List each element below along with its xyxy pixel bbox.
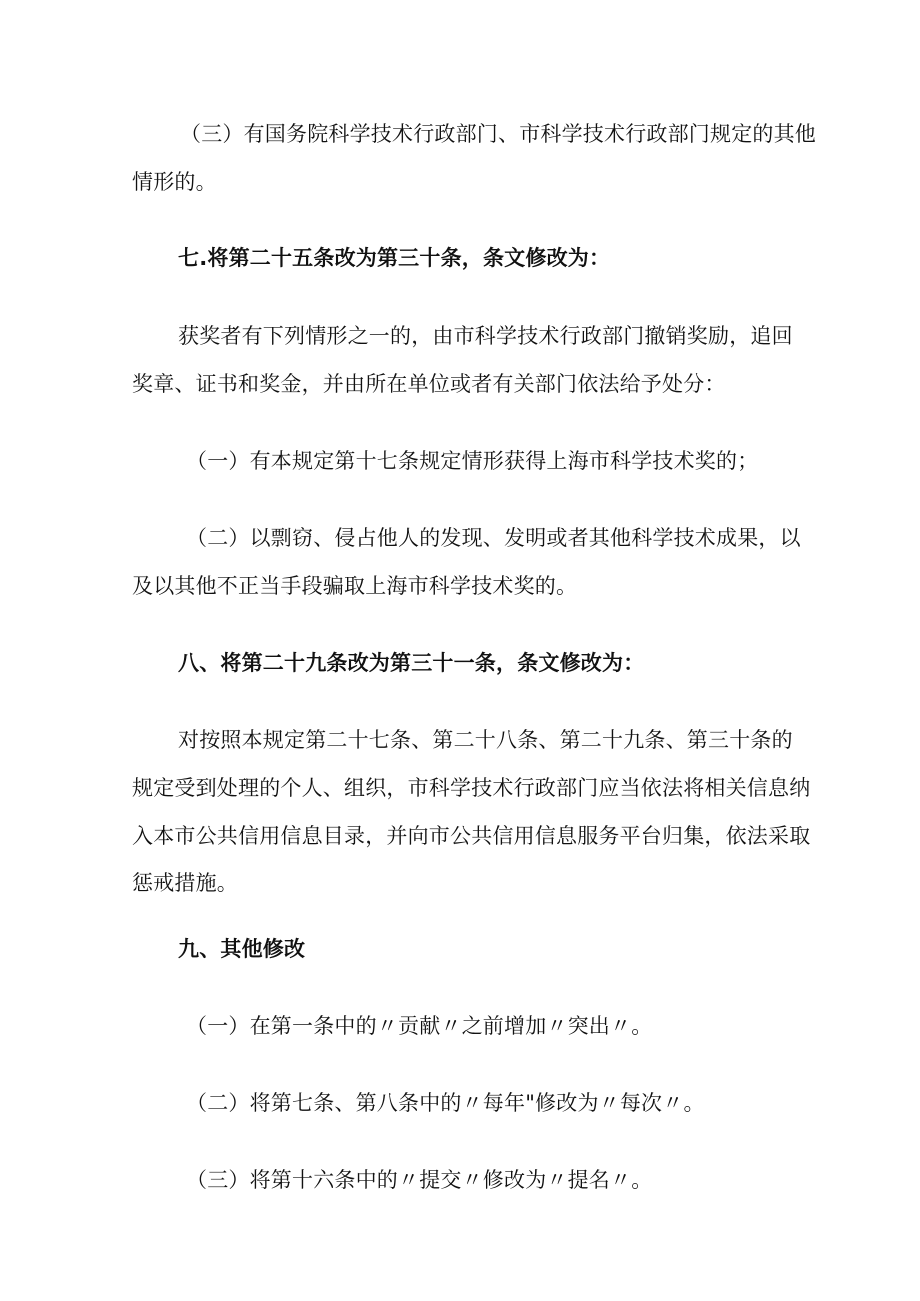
text-line: 对按照本规定第二十七条、第二十八条、第二十九条、第三十条的 [178,728,793,752]
text-line: 惩戒措施。 [132,871,238,895]
text-line: 规定受到处理的个人、组织，市科学技术行政部门应当依法将相关信息纳 [132,776,811,800]
text-line: （一）在第一条中的〃贡献〃之前增加〃突出〃。 [186,1014,653,1038]
text-line: （二）以剽窃、侵占他人的发现、发明或者其他科学技术成果，以 [186,526,801,550]
text-line: （三）将第十六条中的〃提交〃修改为〃提名〃。 [186,1168,653,1192]
text-line: 及以其他不正当手段骗取上海市科学技术奖的。 [132,574,578,598]
text-line: 情形的。 [132,170,217,194]
section-heading: 九、其他修改 [178,937,306,961]
text-line: （二）将第七条、第八条中的〃每年"修改为〃每次〃。 [186,1091,705,1115]
section-heading: 七.将第二十五条改为第三十条，条文修改为： [178,246,611,270]
text-line: （三）有国务院科学技术行政部门、市科学技术行政部门规定的其他 [180,122,816,146]
text-line: 获奖者有下列情形之一的，由市科学技术行政部门撤销奖励，追回 [178,324,793,348]
text-line: 奖章、证书和奖金，并由所在单位或者有关部门依法给予处分： [132,372,726,396]
text-line: （一）有本规定第十七条规定情形获得上海市科学技术奖的； [186,449,759,473]
text-line: 入本市公共信用信息目录，并向市公共信用信息服务平台归集，依法采取 [132,824,811,848]
section-heading: 八、将第二十九条改为第三十一条，条文修改为： [178,651,645,675]
